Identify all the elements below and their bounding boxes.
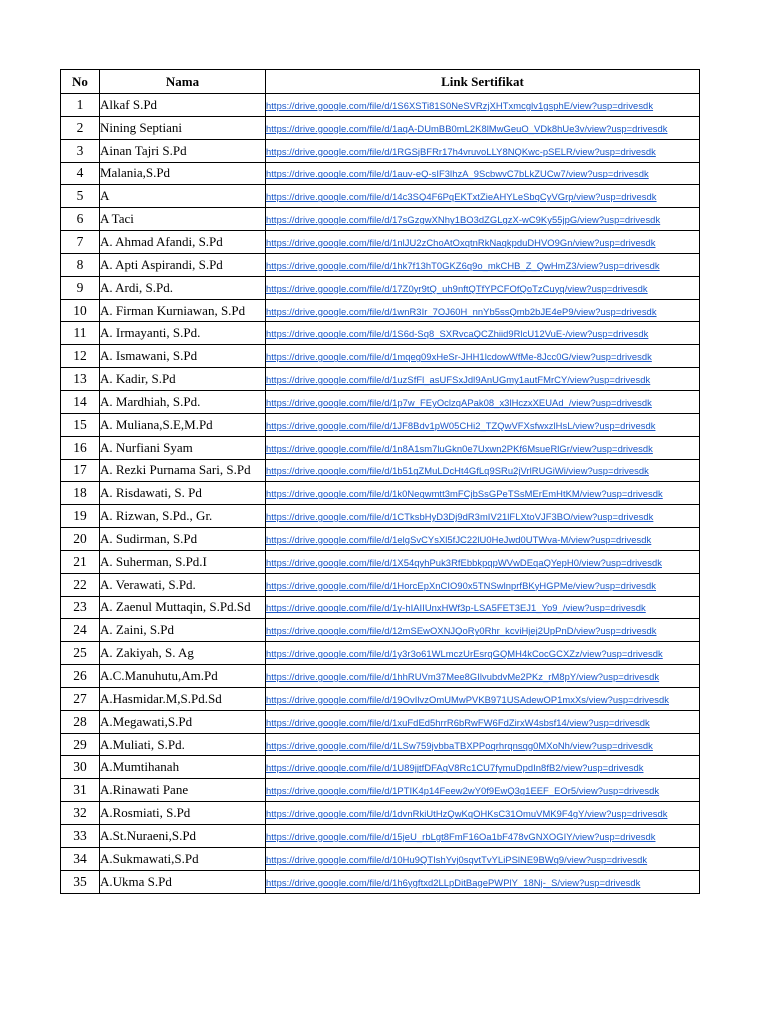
participant-name: A. Zaenul Muttaqin, S.Pd.Sd [100,596,266,619]
certificate-link-cell [266,619,700,642]
certificate-link[interactable]: https://drive.google.com/file/d/1LSw759jvbbaTBXPPoqrhrqnsqg0MXoNh/view?usp=drivesdk [266,739,653,751]
certificate-link[interactable]: https://drive.google.com/file/d/14c3SQ4F6PqEKTxtZieAHYLeSbqCyVGrp/view?usp=drivesdk [266,191,657,203]
row-number: 34 [61,847,100,870]
certificate-link-cell [266,756,700,779]
row-number: 14 [61,390,100,413]
certificate-link[interactable]: https://drive.google.com/file/d/1y-hIAIIUnxHWf3p-LSA5FET3EJ1_Yo9_/view?usp=drivesdk [266,602,646,614]
certificate-link-cell [266,345,700,368]
certificate-link[interactable]: https://drive.google.com/file/d/15jeU_rbLgt8FmF16Oa1bF478vGNXOGIY/view?usp=drivesdk [266,830,656,842]
certificate-link-cell [266,436,700,459]
certificate-link-cell [266,665,700,688]
certificate-link-cell [266,847,700,870]
certificate-link[interactable]: https://drive.google.com/file/d/1S6d-Sq8_SXRvcaQCZhiid9RlcU12VuE-/view?usp=drivesdk [266,328,649,340]
table-row [61,345,700,368]
certificate-link-cell [266,299,700,322]
certificate-link[interactable]: https://drive.google.com/file/d/1S6XSTi81S0NeSVRzjXHTxmcglv1gsphE/view?usp=drivesdk [266,99,654,111]
certificate-link-cell [266,322,700,345]
row-number: 32 [61,802,100,825]
certificate-link[interactable]: https://drive.google.com/file/d/1y3r3o61WLmczUrEsrqGQMH4kCocGCXZz/view?usp=drivesdk [266,648,663,660]
participant-name: A. Kadir, S.Pd [100,368,266,391]
certificate-link[interactable]: https://drive.google.com/file/d/1p7w_FEyOclzqAPak08_x3lHczxXEUAd_/view?usp=drivesdk [266,396,652,408]
table-row [61,299,700,322]
table-row [61,802,700,825]
row-number: 28 [61,710,100,733]
certificate-link-cell [266,208,700,231]
row-number: 27 [61,687,100,710]
column-header-nama: Nama [100,70,266,94]
table-row [61,208,700,231]
row-number: 20 [61,528,100,551]
certificate-link[interactable]: https://drive.google.com/file/d/1RGSjBFRr17h4vruvoLLY8NQKwc-pSELR/view?usp=drivesdk [266,145,656,157]
table-row [61,733,700,756]
row-number: 30 [61,756,100,779]
participant-name: A.Sukmawati,S.Pd [100,847,266,870]
participant-name: A. Risdawati, S. Pd [100,482,266,505]
table-row [61,368,700,391]
certificate-link[interactable]: https://drive.google.com/file/d/1CTksbHyD3Dj9dR3mIV21lFLXtoVJF3BO/view?usp=drivesdk [266,511,654,523]
table-row [61,665,700,688]
certificate-link[interactable]: https://drive.google.com/file/d/1k0Negwmtt3mFCjbSsGPeTSsMErEmHtKM/view?usp=drivesdk [266,488,663,500]
participant-name: A.Megawati,S.Pd [100,710,266,733]
row-number: 5 [61,185,100,208]
certificate-link-cell [266,802,700,825]
participant-name: Nining Septiani [100,116,266,139]
certificate-table [60,69,700,894]
certificate-link-cell [266,550,700,573]
certificate-link[interactable]: https://drive.google.com/file/d/1wnR3Ir_7OJ60H_nnYb5ssQmb2bJE4eP9/view?usp=drivesdk [266,305,657,317]
certificate-link-cell [266,482,700,505]
participant-name: A. Firman Kurniawan, S.Pd [100,299,266,322]
table-row [61,550,700,573]
certificate-link[interactable]: https://drive.google.com/file/d/1n8A1sm7luGkn0e7Uxwn2PKf6MsueRlGr/view?usp=drivesdk [266,442,653,454]
participant-name: A [100,185,266,208]
participant-name: A. Ardi, S.Pd. [100,276,266,299]
participant-name: A. Rezki Purnama Sari, S.Pd [100,459,266,482]
participant-name: Alkaf S.Pd [100,94,266,117]
table-row [61,619,700,642]
row-number: 11 [61,322,100,345]
participant-name: A. Zaini, S.Pd [100,619,266,642]
table-row [61,139,700,162]
table-row [61,253,700,276]
certificate-link-cell [266,642,700,665]
table-row [61,482,700,505]
table-header [61,70,700,94]
row-number: 15 [61,413,100,436]
certificate-link[interactable]: https://drive.google.com/file/d/1xuFdEd5hrrR6bRwFW6FdZirxW4sbsf14/view?usp=drivesdk [266,716,650,728]
row-number: 1 [61,94,100,117]
certificate-link-cell [266,94,700,117]
participant-name: A.Muliati, S.Pd. [100,733,266,756]
header-row [61,70,700,94]
row-number: 13 [61,368,100,391]
row-number: 31 [61,779,100,802]
table-row [61,847,700,870]
row-number: 23 [61,596,100,619]
table-row [61,528,700,551]
certificate-link-cell [266,687,700,710]
certificate-link-cell [266,825,700,848]
participant-name: A. Zakiyah, S. Ag [100,642,266,665]
certificate-link[interactable]: https://drive.google.com/file/d/1auv-eQ-sIF3lhzA_9ScbwvC7bLkZUCw7/view?usp=drivesdk [266,168,649,180]
table-row [61,596,700,619]
table-row [61,231,700,254]
certificate-link[interactable]: https://drive.google.com/file/d/1h6ygftxd2LLpDitBagePWPlY_18Nj-_S/view?usp=drivesdk [266,876,641,888]
certificate-link[interactable]: https://drive.google.com/file/d/1hhRUVm37Mee8GIlvubdvMe2PKz_rM8pY/view?usp=drivesdk [266,671,660,683]
table-row [61,687,700,710]
table-row [61,825,700,848]
row-number: 19 [61,505,100,528]
certificate-link-cell [266,870,700,893]
table-row [61,779,700,802]
row-number: 16 [61,436,100,459]
certificate-link-cell [266,368,700,391]
participant-name: A. Sudirman, S.Pd [100,528,266,551]
certificate-link[interactable]: https://drive.google.com/file/d/1uzSfFl_asUFSxJdl9AnUGmy1autFMrCY/view?usp=drivesdk [266,374,651,386]
participant-name: A.Mumtihanah [100,756,266,779]
row-number: 29 [61,733,100,756]
table-row [61,436,700,459]
certificate-link[interactable]: https://drive.google.com/file/d/1HorcEpXnCIO90x5TNSwlnprfBKyHGPMe/view?usp=drivesdk [266,579,656,591]
table-row [61,185,700,208]
certificate-link-cell [266,139,700,162]
row-number: 9 [61,276,100,299]
table-body [61,94,700,894]
participant-name: A. Nurfiani Syam [100,436,266,459]
row-number: 35 [61,870,100,893]
column-header-link: Link Sertifikat [266,70,700,94]
table-row [61,870,700,893]
certificate-link[interactable]: https://drive.google.com/file/d/1U89jjtfDFAgV8Rc1CU7fymuDpdIn8fB2/view?usp=drivesdk [266,762,644,774]
participant-name: A. Apti Aspirandi, S.Pd [100,253,266,276]
participant-name: A. Mardhiah, S.Pd. [100,390,266,413]
table-row [61,413,700,436]
row-number: 18 [61,482,100,505]
participant-name: A.Hasmidar.M,S.Pd.Sd [100,687,266,710]
participant-name: Ainan Tajri S.Pd [100,139,266,162]
row-number: 4 [61,162,100,185]
row-number: 25 [61,642,100,665]
row-number: 21 [61,550,100,573]
participant-name: A. Ahmad Afandi, S.Pd [100,231,266,254]
table-row [61,459,700,482]
participant-name: A. Rizwan, S.Pd., Gr. [100,505,266,528]
certificate-link-cell [266,253,700,276]
certificate-link-cell [266,162,700,185]
row-number: 2 [61,116,100,139]
participant-name: Malania,S.Pd [100,162,266,185]
row-number: 6 [61,208,100,231]
certificate-link-cell [266,573,700,596]
table-row [61,94,700,117]
certificate-link-cell [266,276,700,299]
certificate-link[interactable]: https://drive.google.com/file/d/1PTIK4p14Feew2wY0f9EwQ3g1EEF_EOr5/view?usp=drivesdk [266,785,660,797]
table-row [61,642,700,665]
participant-name: A Taci [100,208,266,231]
certificate-link[interactable]: https://drive.google.com/file/d/1aqA-DUmBB0mL2K8lMwGeuO_VDk8hUe3v/view?usp=drivesdk [266,122,668,134]
table-row [61,756,700,779]
certificate-link-cell [266,596,700,619]
certificate-link[interactable]: https://drive.google.com/file/d/1elgSvCYsXl5fJC22lU0HeJwd0UTWva-M/view?usp=drivesdk [266,533,652,545]
participant-name: A. Verawati, S.Pd. [100,573,266,596]
row-number: 12 [61,345,100,368]
certificate-link-cell [266,710,700,733]
participant-name: A.Rosmiati, S.Pd [100,802,266,825]
participant-name: A.Ukma S.Pd [100,870,266,893]
row-number: 7 [61,231,100,254]
row-number: 8 [61,253,100,276]
certificate-link-cell [266,528,700,551]
certificate-link[interactable]: https://drive.google.com/file/d/1b51gZMuLDcHt4GfLq9SRu2jVrlRUGiWi/view?usp=drivesdk [266,465,649,477]
certificate-link-cell [266,390,700,413]
certificate-link[interactable]: https://drive.google.com/file/d/1dvnRkiUtHzQwKqOHKsC31OmuVMK9F4gY/view?usp=drivesdk [266,808,668,820]
certificate-link[interactable]: https://drive.google.com/file/d/1JF8Bdv1pW05CHi2_TZQwVFXsfwxzlHsL/view?usp=drivesdk [266,419,656,431]
row-number: 10 [61,299,100,322]
certificate-link-cell [266,231,700,254]
certificate-link-cell [266,779,700,802]
table-row [61,322,700,345]
participant-name: A.St.Nuraeni,S.Pd [100,825,266,848]
row-number: 3 [61,139,100,162]
column-header-no: No [61,70,100,94]
certificate-link[interactable]: https://drive.google.com/file/d/1mqeg09xHeSr-JHH1lcdowWfMe-8Jcc0G/view?usp=drivesdk [266,351,652,363]
table-row [61,276,700,299]
certificate-link-cell [266,505,700,528]
table-row [61,505,700,528]
row-number: 33 [61,825,100,848]
row-number: 24 [61,619,100,642]
participant-name: A. Ismawani, S.Pd [100,345,266,368]
certificate-link[interactable]: https://drive.google.com/file/d/17Z0yr9tQ_uh9nftQTfYPCFOfQoTzCuyq/view?usp=drivesdk [266,282,648,294]
certificate-link-cell [266,733,700,756]
participant-name: A. Suherman, S.Pd.I [100,550,266,573]
certificate-link[interactable]: https://drive.google.com/file/d/1X54qyhPuk3RfEbbkpqpWVwDEqaQYepH0/view?usp=drivesdk [266,556,662,568]
certificate-link[interactable]: https://drive.google.com/file/d/19OvIlvzOmUMwPVKB971USAdewOP1mxXs/view?usp=drivesdk [266,693,670,705]
table-row [61,710,700,733]
row-number: 26 [61,665,100,688]
row-number: 17 [61,459,100,482]
table-row [61,390,700,413]
participant-name: A.Rinawati Pane [100,779,266,802]
certificate-link-cell [266,185,700,208]
certificate-link[interactable]: https://drive.google.com/file/d/17sGzgwXNhy1BO3dZGLgzX-wC9Ky55jpG/view?usp=drivesdk [266,214,661,226]
certificate-link[interactable]: https://drive.google.com/file/d/1hk7f13hT0GKZ6q9o_mkCHB_Z_QwHmZ3/view?usp=drivesdk [266,259,660,271]
certificate-link[interactable]: https://drive.google.com/file/d/1nlJU2zChoAtOxqtnRkNaqkpduDHVO9Gn/view?usp=drivesdk [266,236,656,248]
participant-name: A.C.Manuhutu,Am.Pd [100,665,266,688]
table-row [61,116,700,139]
certificate-link-cell [266,116,700,139]
row-number: 22 [61,573,100,596]
certificate-link-cell [266,459,700,482]
certificate-link-cell [266,413,700,436]
certificate-link[interactable]: https://drive.google.com/file/d/10Hu9QTIshYvj0sqvtTvYLiPSlNE9BWq9/view?usp=drivesdk [266,853,648,865]
table-row [61,573,700,596]
table-row [61,162,700,185]
certificate-link[interactable]: https://drive.google.com/file/d/12mSEwOXNJQoRy0Rhr_kcviHjej2UpPnD/view?usp=drivesdk [266,625,657,637]
participant-name: A. Irmayanti, S.Pd. [100,322,266,345]
participant-name: A. Muliana,S.E,M.Pd [100,413,266,436]
